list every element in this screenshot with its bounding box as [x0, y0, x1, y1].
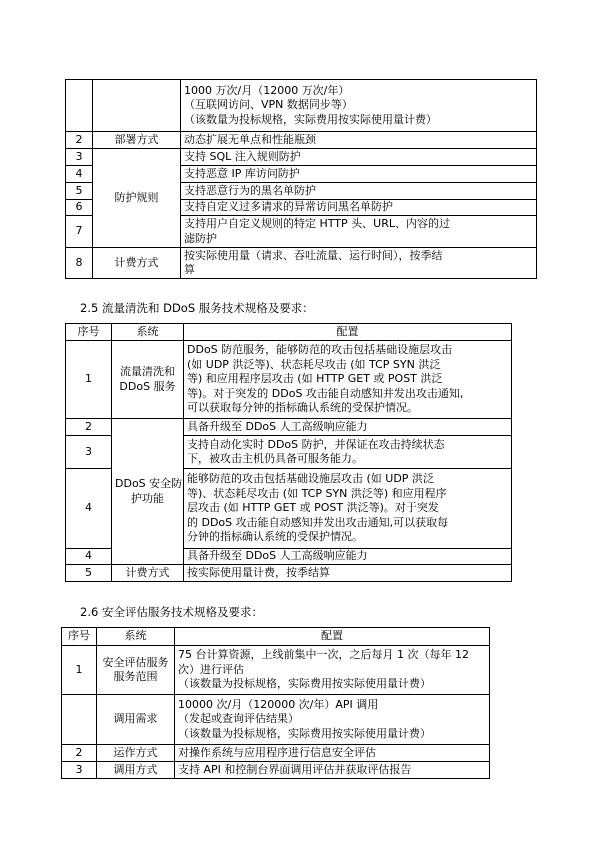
waf-spec-table-continued — [65, 79, 537, 279]
table-cell-config: 1000 万次/月（12000 万次/年） （互联网访问、VPN 数据同步等） （该数量为投标规格，实际费用按实际使用量计费） — [181, 80, 537, 132]
table-cell-no: 5 — [66, 183, 93, 200]
table-cell-config: 支持恶意 IP 库访问防护 — [181, 166, 537, 183]
table-cell-no: 3 — [62, 762, 97, 779]
table-cell-system: 调用需求 — [97, 695, 175, 745]
header-system: 系统 — [97, 628, 175, 646]
table-cell-config: 支持恶意行为的黑名单防护 — [181, 183, 537, 200]
table-cell-no: 1 — [62, 646, 97, 695]
table-cell-config: 具备升级至 DDoS 人工高级响应能力 — [184, 419, 512, 436]
table-cell-system: 计费方式 — [112, 565, 184, 582]
table-cell-no — [62, 695, 97, 745]
table-cell-no: 2 — [62, 745, 97, 762]
table-cell-system: 流量清洗和 DDoS 服务 — [112, 341, 184, 419]
table-cell-config: DDoS 防范服务，能够防范的攻击包括基础设施层攻击 (如 UDP 洪泛等)、状态耗尽攻击 (如 TCP SYN 洪泛 等) 和应用程序层攻击 (如 HTTP GET 或 POST 洪泛 等)。对于突发的 DDoS 攻击能自动感知并发出攻击通知, 可以获取每分钟的指标确认系统的受保护情况。 — [184, 341, 512, 419]
table-cell-config: 支持 API 和控制台界面调用评估并获取评估报告 — [175, 762, 490, 779]
table-cell-no: 6 — [66, 200, 93, 216]
table-cell-system: 运作方式 — [97, 745, 175, 762]
header-config: 配置 — [184, 324, 512, 341]
table-cell-system: 部署方式 — [93, 132, 181, 149]
table-cell-no: 3 — [66, 149, 93, 166]
table-cell-no: 4 — [66, 469, 112, 549]
header-config: 配置 — [175, 628, 490, 646]
header-system: 系统 — [112, 324, 184, 341]
table-cell-config: 支持用户自定义规则的特定 HTTP 头、URL、内容的过 滤防护 — [181, 216, 537, 248]
table-cell-no: 2 — [66, 132, 93, 149]
table-cell-no: 2 — [66, 419, 112, 436]
section-title-ddos: 2.5 流量清洗和 DDoS 服务技术规格及要求： — [80, 301, 314, 315]
table-cell-config: 按实际使用量计费，按季结算 — [184, 565, 512, 582]
section-title-assessment: 2.6 安全评估服务技术规格及要求： — [80, 605, 263, 619]
table-cell-config: 支持自定义过多请求的异常访问黑名单防护 — [181, 200, 537, 216]
table-cell-no: 1 — [66, 341, 112, 419]
table-cell-no: 4 — [66, 549, 112, 565]
table-cell-system: 调用方式 — [97, 762, 175, 779]
table-cell-no — [66, 80, 93, 132]
table-cell-config: 对操作系统与应用程序进行信息安全评估 — [175, 745, 490, 762]
table-cell-no: 3 — [66, 436, 112, 469]
assessment-spec-table — [61, 627, 490, 779]
table-cell-system-merged: 防护规则 — [93, 149, 181, 248]
table-cell-system — [93, 80, 181, 132]
table-cell-no: 8 — [66, 248, 93, 279]
table-cell-no: 7 — [66, 216, 93, 248]
table-cell-no: 5 — [66, 565, 112, 582]
table-cell-no: 4 — [66, 166, 93, 183]
table-cell-config: 10000 次/月（120000 次/年）API 调用 （发起或查询评估结果） （该数量为投标规格，实际费用按实际使用量计费） — [175, 695, 490, 745]
table-cell-system: 计费方式 — [93, 248, 181, 279]
table-cell-config: 75 台计算资源，上线前集中一次，之后每月 1 次（每年 12 次）进行评估 （该数量为投标规格，实际费用按实际使用量计费） — [175, 646, 490, 695]
ddos-spec-table — [65, 323, 512, 582]
table-cell-config: 支持自动化实时 DDoS 防护，并保证在攻击持续状态 下，被攻击主机仍具备可服务能力。 — [184, 436, 512, 469]
table-cell-config: 具备升级至 DDoS 人工高级响应能力 — [184, 549, 512, 565]
table-cell-config: 能够防范的攻击包括基础设施层攻击 (如 UDP 洪泛 等)、状态耗尽攻击 (如 TCP SYN 洪泛等) 和应用程序 层攻击 (如 HTTP GET 或 POST 洪泛等)。对于突发 的 DDoS 攻击能自动感知并发出攻击通知,可以获取每 分钟的指标确认系统的受保护情况。 — [184, 469, 512, 549]
table-cell-system-merged: DDoS 安全防 护功能 — [112, 419, 184, 565]
table-cell-config: 按实际使用量（请求、吞吐流量、运行时间），按季结 算 — [181, 248, 537, 279]
table-cell-config: 动态扩展无单点和性能瓶颈 — [181, 132, 537, 149]
table-cell-system: 安全评估服务 服务范围 — [97, 646, 175, 695]
table-cell-config: 支持 SQL 注入规则防护 — [181, 149, 537, 166]
header-no: 序号 — [66, 324, 112, 341]
header-no: 序号 — [62, 628, 97, 646]
